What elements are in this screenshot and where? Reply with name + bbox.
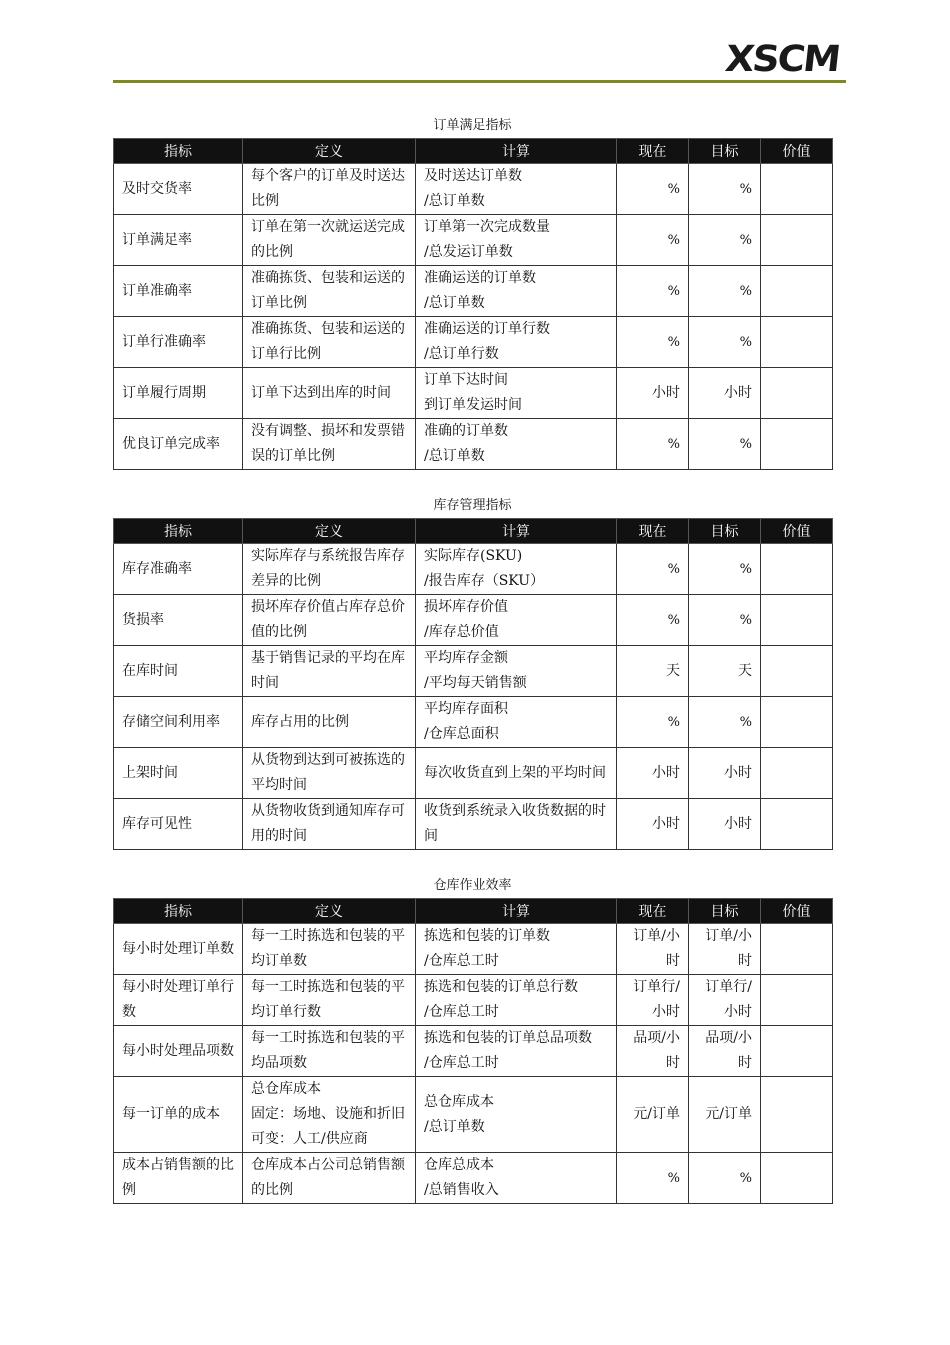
indicator-calculation bbox=[416, 164, 617, 215]
cell-line: /总订单数 bbox=[424, 1118, 485, 1135]
table-row bbox=[114, 419, 833, 470]
table-row bbox=[114, 799, 833, 850]
column-header: 定义 bbox=[243, 899, 416, 924]
indicator-name: 每小时处理品项数 bbox=[114, 1026, 243, 1077]
indicator-name: 订单履行周期 bbox=[114, 368, 243, 419]
current-unit: 小时 bbox=[617, 799, 689, 850]
cell-line: 及时送达订单数 bbox=[424, 168, 522, 184]
table-row bbox=[114, 595, 833, 646]
indicator-name: 订单满足率 bbox=[114, 215, 243, 266]
value-cell bbox=[761, 317, 833, 368]
indicator-definition: 订单下达到出库的时间 bbox=[243, 368, 416, 419]
indicator-calculation bbox=[416, 266, 617, 317]
column-header: 目标 bbox=[689, 139, 761, 164]
indicator-calculation bbox=[416, 646, 617, 697]
column-header: 计算 bbox=[416, 899, 617, 924]
value-cell bbox=[761, 368, 833, 419]
table-row bbox=[114, 368, 833, 419]
indicator-definition: 基于销售记录的平均在库时间 bbox=[243, 646, 416, 697]
indicator-calculation bbox=[416, 419, 617, 470]
section-title: 库存管理指标 bbox=[433, 498, 512, 513]
cell-line: /总订单数 bbox=[424, 193, 485, 209]
cell-line: 平均库存金额 bbox=[424, 650, 508, 666]
indicator-name: 每小时处理订单数 bbox=[114, 924, 243, 975]
indicator-calculation bbox=[416, 595, 617, 646]
target-unit: % bbox=[689, 544, 761, 595]
cell-line: 仓库总成本 bbox=[424, 1157, 494, 1173]
indicator-calculation bbox=[416, 1026, 617, 1077]
cell-line: 订单第一次完成数量 bbox=[424, 219, 550, 235]
indicator-calculation bbox=[416, 799, 617, 850]
table-body bbox=[114, 924, 833, 1204]
table-row bbox=[114, 1026, 833, 1077]
value-cell bbox=[761, 164, 833, 215]
section-title: 订单满足指标 bbox=[433, 118, 512, 133]
current-unit: 天 bbox=[617, 646, 689, 697]
cell-line: 可变：人工/供应商 bbox=[251, 1131, 368, 1147]
cell-line: 准确运送的订单数 bbox=[424, 270, 536, 286]
current-unit: % bbox=[617, 215, 689, 266]
indicator-table bbox=[113, 898, 833, 1204]
cell-line: 拣选和包装的订单总行数 bbox=[424, 979, 578, 995]
column-header: 目标 bbox=[689, 899, 761, 924]
value-cell bbox=[761, 924, 833, 975]
indicator-calculation bbox=[416, 697, 617, 748]
cell-line: /仓库总工时 bbox=[424, 1055, 499, 1071]
table-row bbox=[114, 646, 833, 697]
column-header: 计算 bbox=[416, 519, 617, 544]
indicator-name: 存储空间利用率 bbox=[114, 697, 243, 748]
cell-line: /仓库总面积 bbox=[424, 726, 499, 742]
indicator-calculation bbox=[416, 317, 617, 368]
value-cell bbox=[761, 419, 833, 470]
current-unit: 小时 bbox=[617, 748, 689, 799]
indicator-calculation bbox=[416, 1077, 617, 1153]
target-unit: 小时 bbox=[689, 799, 761, 850]
indicator-definition: 每一工时拣选和包装的平均品项数 bbox=[243, 1026, 416, 1077]
current-unit: % bbox=[617, 317, 689, 368]
header-row bbox=[114, 899, 833, 924]
current-unit: % bbox=[617, 595, 689, 646]
target-unit: % bbox=[689, 215, 761, 266]
indicator-calculation bbox=[416, 544, 617, 595]
target-unit: 小时 bbox=[689, 748, 761, 799]
current-unit: 订单/小时 bbox=[617, 924, 689, 975]
cell-line: /总发运订单数 bbox=[424, 244, 513, 260]
value-cell bbox=[761, 646, 833, 697]
target-unit: 订单/小时 bbox=[689, 924, 761, 975]
table-row bbox=[114, 164, 833, 215]
indicator-name: 订单行准确率 bbox=[114, 317, 243, 368]
table-header bbox=[114, 899, 833, 924]
indicator-name: 库存准确率 bbox=[114, 544, 243, 595]
indicator-definition: 损坏库存价值占库存总价值的比例 bbox=[243, 595, 416, 646]
column-header: 价值 bbox=[761, 519, 833, 544]
target-unit: 元/订单 bbox=[689, 1077, 761, 1153]
indicator-table bbox=[113, 518, 833, 850]
value-cell bbox=[761, 544, 833, 595]
column-header: 指标 bbox=[114, 899, 243, 924]
value-cell bbox=[761, 215, 833, 266]
target-unit: % bbox=[689, 266, 761, 317]
table-body bbox=[114, 164, 833, 470]
value-cell bbox=[761, 975, 833, 1026]
table-row bbox=[114, 748, 833, 799]
target-unit: % bbox=[689, 1153, 761, 1204]
header-row bbox=[114, 139, 833, 164]
value-cell bbox=[761, 266, 833, 317]
current-unit: 小时 bbox=[617, 368, 689, 419]
indicator-name: 及时交货率 bbox=[114, 164, 243, 215]
table-row bbox=[114, 544, 833, 595]
indicator-definition: 准确拣货、包装和运送的订单行比例 bbox=[243, 317, 416, 368]
current-unit: % bbox=[617, 266, 689, 317]
target-unit: % bbox=[689, 697, 761, 748]
current-unit: % bbox=[617, 1153, 689, 1204]
indicator-section bbox=[113, 115, 832, 470]
current-unit: % bbox=[617, 697, 689, 748]
table-body bbox=[114, 544, 833, 850]
column-header: 指标 bbox=[114, 519, 243, 544]
table-header bbox=[114, 519, 833, 544]
indicator-calculation bbox=[416, 368, 617, 419]
table-row bbox=[114, 266, 833, 317]
column-header: 目标 bbox=[689, 519, 761, 544]
indicator-definition: 库存占用的比例 bbox=[243, 697, 416, 748]
indicator-table bbox=[113, 138, 833, 470]
cell-line: 订单下达时间 bbox=[424, 372, 508, 388]
cell-line: 收货到系统录入收货数据的时间 bbox=[424, 803, 606, 844]
indicator-definition: 实际库存与系统报告库存差异的比例 bbox=[243, 544, 416, 595]
current-unit: 品项/小时 bbox=[617, 1026, 689, 1077]
cell-line: /总订单数 bbox=[424, 448, 485, 464]
column-header: 价值 bbox=[761, 139, 833, 164]
indicator-name: 订单准确率 bbox=[114, 266, 243, 317]
value-cell bbox=[761, 799, 833, 850]
column-header: 现在 bbox=[617, 899, 689, 924]
indicator-name: 在库时间 bbox=[114, 646, 243, 697]
cell-line: 到订单发运时间 bbox=[424, 397, 522, 413]
table-row bbox=[114, 697, 833, 748]
table-row bbox=[114, 1077, 833, 1153]
column-header: 现在 bbox=[617, 139, 689, 164]
indicator-calculation bbox=[416, 975, 617, 1026]
indicator-definition: 每一工时拣选和包装的平均订单行数 bbox=[243, 975, 416, 1026]
cell-line: 总仓库成本 bbox=[251, 1081, 321, 1097]
cell-line: 准确运送的订单行数 bbox=[424, 321, 550, 337]
column-header: 价值 bbox=[761, 899, 833, 924]
cell-line: /总订单数 bbox=[424, 295, 485, 311]
cell-line: 总仓库成本 bbox=[424, 1093, 494, 1110]
cell-line: /仓库总工时 bbox=[424, 1004, 499, 1020]
header-rule bbox=[113, 80, 846, 83]
table-row bbox=[114, 924, 833, 975]
current-unit: % bbox=[617, 164, 689, 215]
current-unit: 元/订单 bbox=[617, 1077, 689, 1153]
cell-line: /库存总价值 bbox=[424, 624, 499, 640]
indicator-definition: 仓库成本占公司总销售额的比例 bbox=[243, 1153, 416, 1204]
indicator-definition: 订单在第一次就运送完成的比例 bbox=[243, 215, 416, 266]
target-unit: % bbox=[689, 419, 761, 470]
cell-line: 固定：场地、设施和折旧 bbox=[251, 1106, 405, 1122]
column-header: 现在 bbox=[617, 519, 689, 544]
target-unit: 小时 bbox=[689, 368, 761, 419]
cell-line: /仓库总工时 bbox=[424, 953, 499, 969]
column-header: 定义 bbox=[243, 139, 416, 164]
indicator-name: 货损率 bbox=[114, 595, 243, 646]
indicator-definition: 从货物到达到可被拣选的平均时间 bbox=[243, 748, 416, 799]
cell-line: /总销售收入 bbox=[424, 1182, 499, 1198]
value-cell bbox=[761, 748, 833, 799]
indicator-definition bbox=[243, 1077, 416, 1153]
indicator-calculation bbox=[416, 748, 617, 799]
table-header bbox=[114, 139, 833, 164]
column-header: 定义 bbox=[243, 519, 416, 544]
indicator-name: 上架时间 bbox=[114, 748, 243, 799]
value-cell bbox=[761, 1153, 833, 1204]
cell-line: 每次收货直到上架的平均时间 bbox=[424, 764, 606, 781]
table-row bbox=[114, 1153, 833, 1204]
current-unit: % bbox=[617, 544, 689, 595]
target-unit: % bbox=[689, 595, 761, 646]
value-cell bbox=[761, 595, 833, 646]
indicator-calculation bbox=[416, 215, 617, 266]
cell-line: 损坏库存价值 bbox=[424, 599, 508, 615]
indicator-definition: 准确拣货、包装和运送的订单比例 bbox=[243, 266, 416, 317]
table-row bbox=[114, 215, 833, 266]
table-row bbox=[114, 317, 833, 368]
indicator-name: 每一订单的成本 bbox=[114, 1077, 243, 1153]
indicator-name: 优良订单完成率 bbox=[114, 419, 243, 470]
value-cell bbox=[761, 697, 833, 748]
cell-line: 拣选和包装的订单总品项数 bbox=[424, 1030, 592, 1046]
value-cell bbox=[761, 1026, 833, 1077]
cell-line: /总订单行数 bbox=[424, 346, 499, 362]
header-row bbox=[114, 519, 833, 544]
column-header: 指标 bbox=[114, 139, 243, 164]
indicator-calculation bbox=[416, 924, 617, 975]
cell-line: /平均每天销售额 bbox=[424, 675, 527, 691]
company-logo: XSCM bbox=[723, 39, 841, 80]
indicator-definition: 没有调整、损坏和发票错误的订单比例 bbox=[243, 419, 416, 470]
indicator-definition: 每一工时拣选和包装的平均订单数 bbox=[243, 924, 416, 975]
indicator-name: 每小时处理订单行数 bbox=[114, 975, 243, 1026]
indicator-definition: 每个客户的订单及时送达比例 bbox=[243, 164, 416, 215]
current-unit: % bbox=[617, 419, 689, 470]
target-unit: 天 bbox=[689, 646, 761, 697]
value-cell bbox=[761, 1077, 833, 1153]
indicator-name: 库存可见性 bbox=[114, 799, 243, 850]
indicator-name: 成本占销售额的比例 bbox=[114, 1153, 243, 1204]
indicator-section bbox=[113, 875, 832, 1204]
target-unit: % bbox=[689, 164, 761, 215]
table-row bbox=[114, 975, 833, 1026]
cell-line: 平均库存面积 bbox=[424, 701, 508, 717]
indicator-section bbox=[113, 495, 832, 850]
target-unit: % bbox=[689, 317, 761, 368]
cell-line: 实际库存(SKU) bbox=[424, 548, 523, 564]
column-header: 计算 bbox=[416, 139, 617, 164]
current-unit: 订单行/小时 bbox=[617, 975, 689, 1026]
indicator-definition: 从货物收货到通知库存可用的时间 bbox=[243, 799, 416, 850]
target-unit: 品项/小时 bbox=[689, 1026, 761, 1077]
cell-line: /报告库存（SKU） bbox=[424, 573, 545, 589]
cell-line: 拣选和包装的订单数 bbox=[424, 928, 550, 944]
cell-line: 准确的订单数 bbox=[424, 423, 508, 439]
indicator-calculation bbox=[416, 1153, 617, 1204]
target-unit: 订单行/小时 bbox=[689, 975, 761, 1026]
section-title: 仓库作业效率 bbox=[433, 878, 512, 893]
